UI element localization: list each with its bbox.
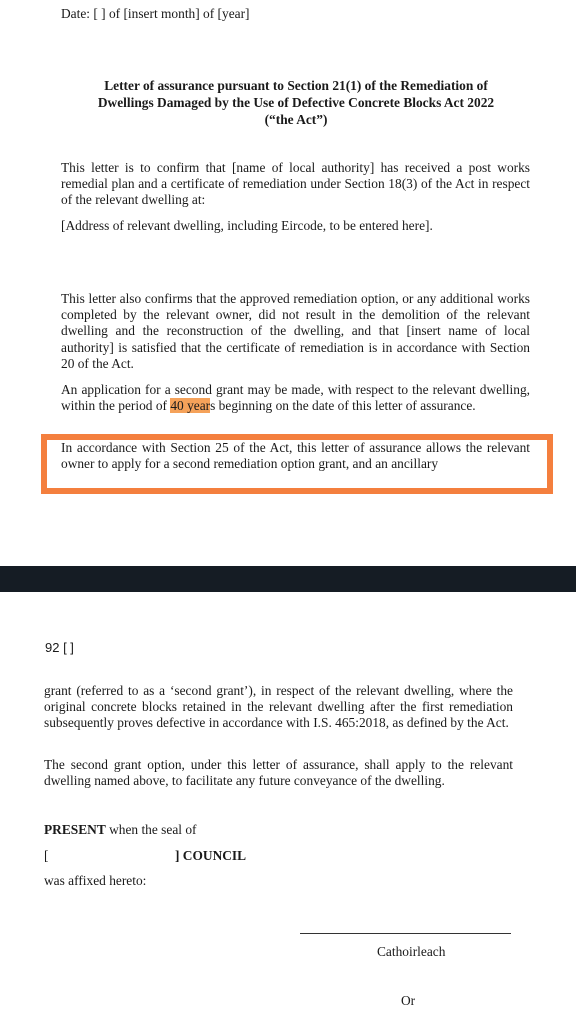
confirmation-paragraph: This letter is to confirm that [name of local authority] has received a post works remedial plan and a certificate of remediation under Section 18(3) of the Act in respect of the relevant dwelling at: — [61, 160, 530, 208]
grant-definition-paragraph: grant (referred to as a ‘second grant’), in respect of the relevant dwelling, where the original concrete blocks retained in the relevant dwelling after the first remediation subsequently proves defective in accordance with I.S. 465:2018, as defined by the Act. — [44, 683, 513, 731]
conveyance-paragraph: The second grant option, under this letter of assurance, shall apply to the relevant dwelling named above, to facilitate any future conveyance of the dwelling. — [44, 757, 513, 789]
page-divider — [0, 566, 576, 592]
letter-title — [60, 77, 532, 128]
council-bracket-open: [ — [44, 848, 49, 863]
present-text: when the seal of — [105, 822, 197, 837]
address-placeholder: [Address of relevant dwelling, including Eircode, to be entered here]. — [61, 218, 433, 233]
highlighted-period: 40 year — [170, 398, 211, 414]
title-line-2: Dwellings Damaged by the Use of Defective Concrete Blocks Act 2022 — [97, 95, 495, 110]
application-text-end: s beginning on the date of this letter of assurance. — [210, 398, 476, 414]
signatory-title: Cathoirleach — [377, 944, 446, 959]
affixed-text: was affixed hereto: — [44, 873, 147, 888]
title-line-3: (“the Act”) — [264, 112, 328, 127]
signature-line — [300, 933, 511, 934]
present-label: PRESENT — [44, 822, 106, 837]
date-line: Date: [ ] of [insert month] of [year] — [61, 6, 250, 21]
application-paragraph — [61, 382, 530, 414]
present-line — [44, 822, 197, 838]
title-line-1: Letter of assurance pursuant to Section 21(1) of the Remediation of — [104, 78, 488, 93]
second-grant-paragraph: In accordance with Section 25 of the Act, this letter of assurance allows the relevant owner to apply for a second remediation option grant, and an ancillary — [61, 440, 530, 472]
remediation-paragraph: This letter also confirms that the approved remediation option, or any additional works completed by the relevant owner, did not result in the demolition of the relevant dwelling and the reconstruction of the dwelling, and that [insert name of local authority] is satisfied that the certificate of remediation is in accordance with Section 20 of the Act. — [61, 291, 530, 371]
page-number: 92 [ ] — [45, 640, 74, 655]
council-name: ] COUNCIL — [175, 848, 247, 863]
or-text: Or — [401, 993, 416, 1008]
application-text-start: An application for a second grant may be made, with respect to the relevant dwelling, within the period of — [61, 382, 530, 414]
